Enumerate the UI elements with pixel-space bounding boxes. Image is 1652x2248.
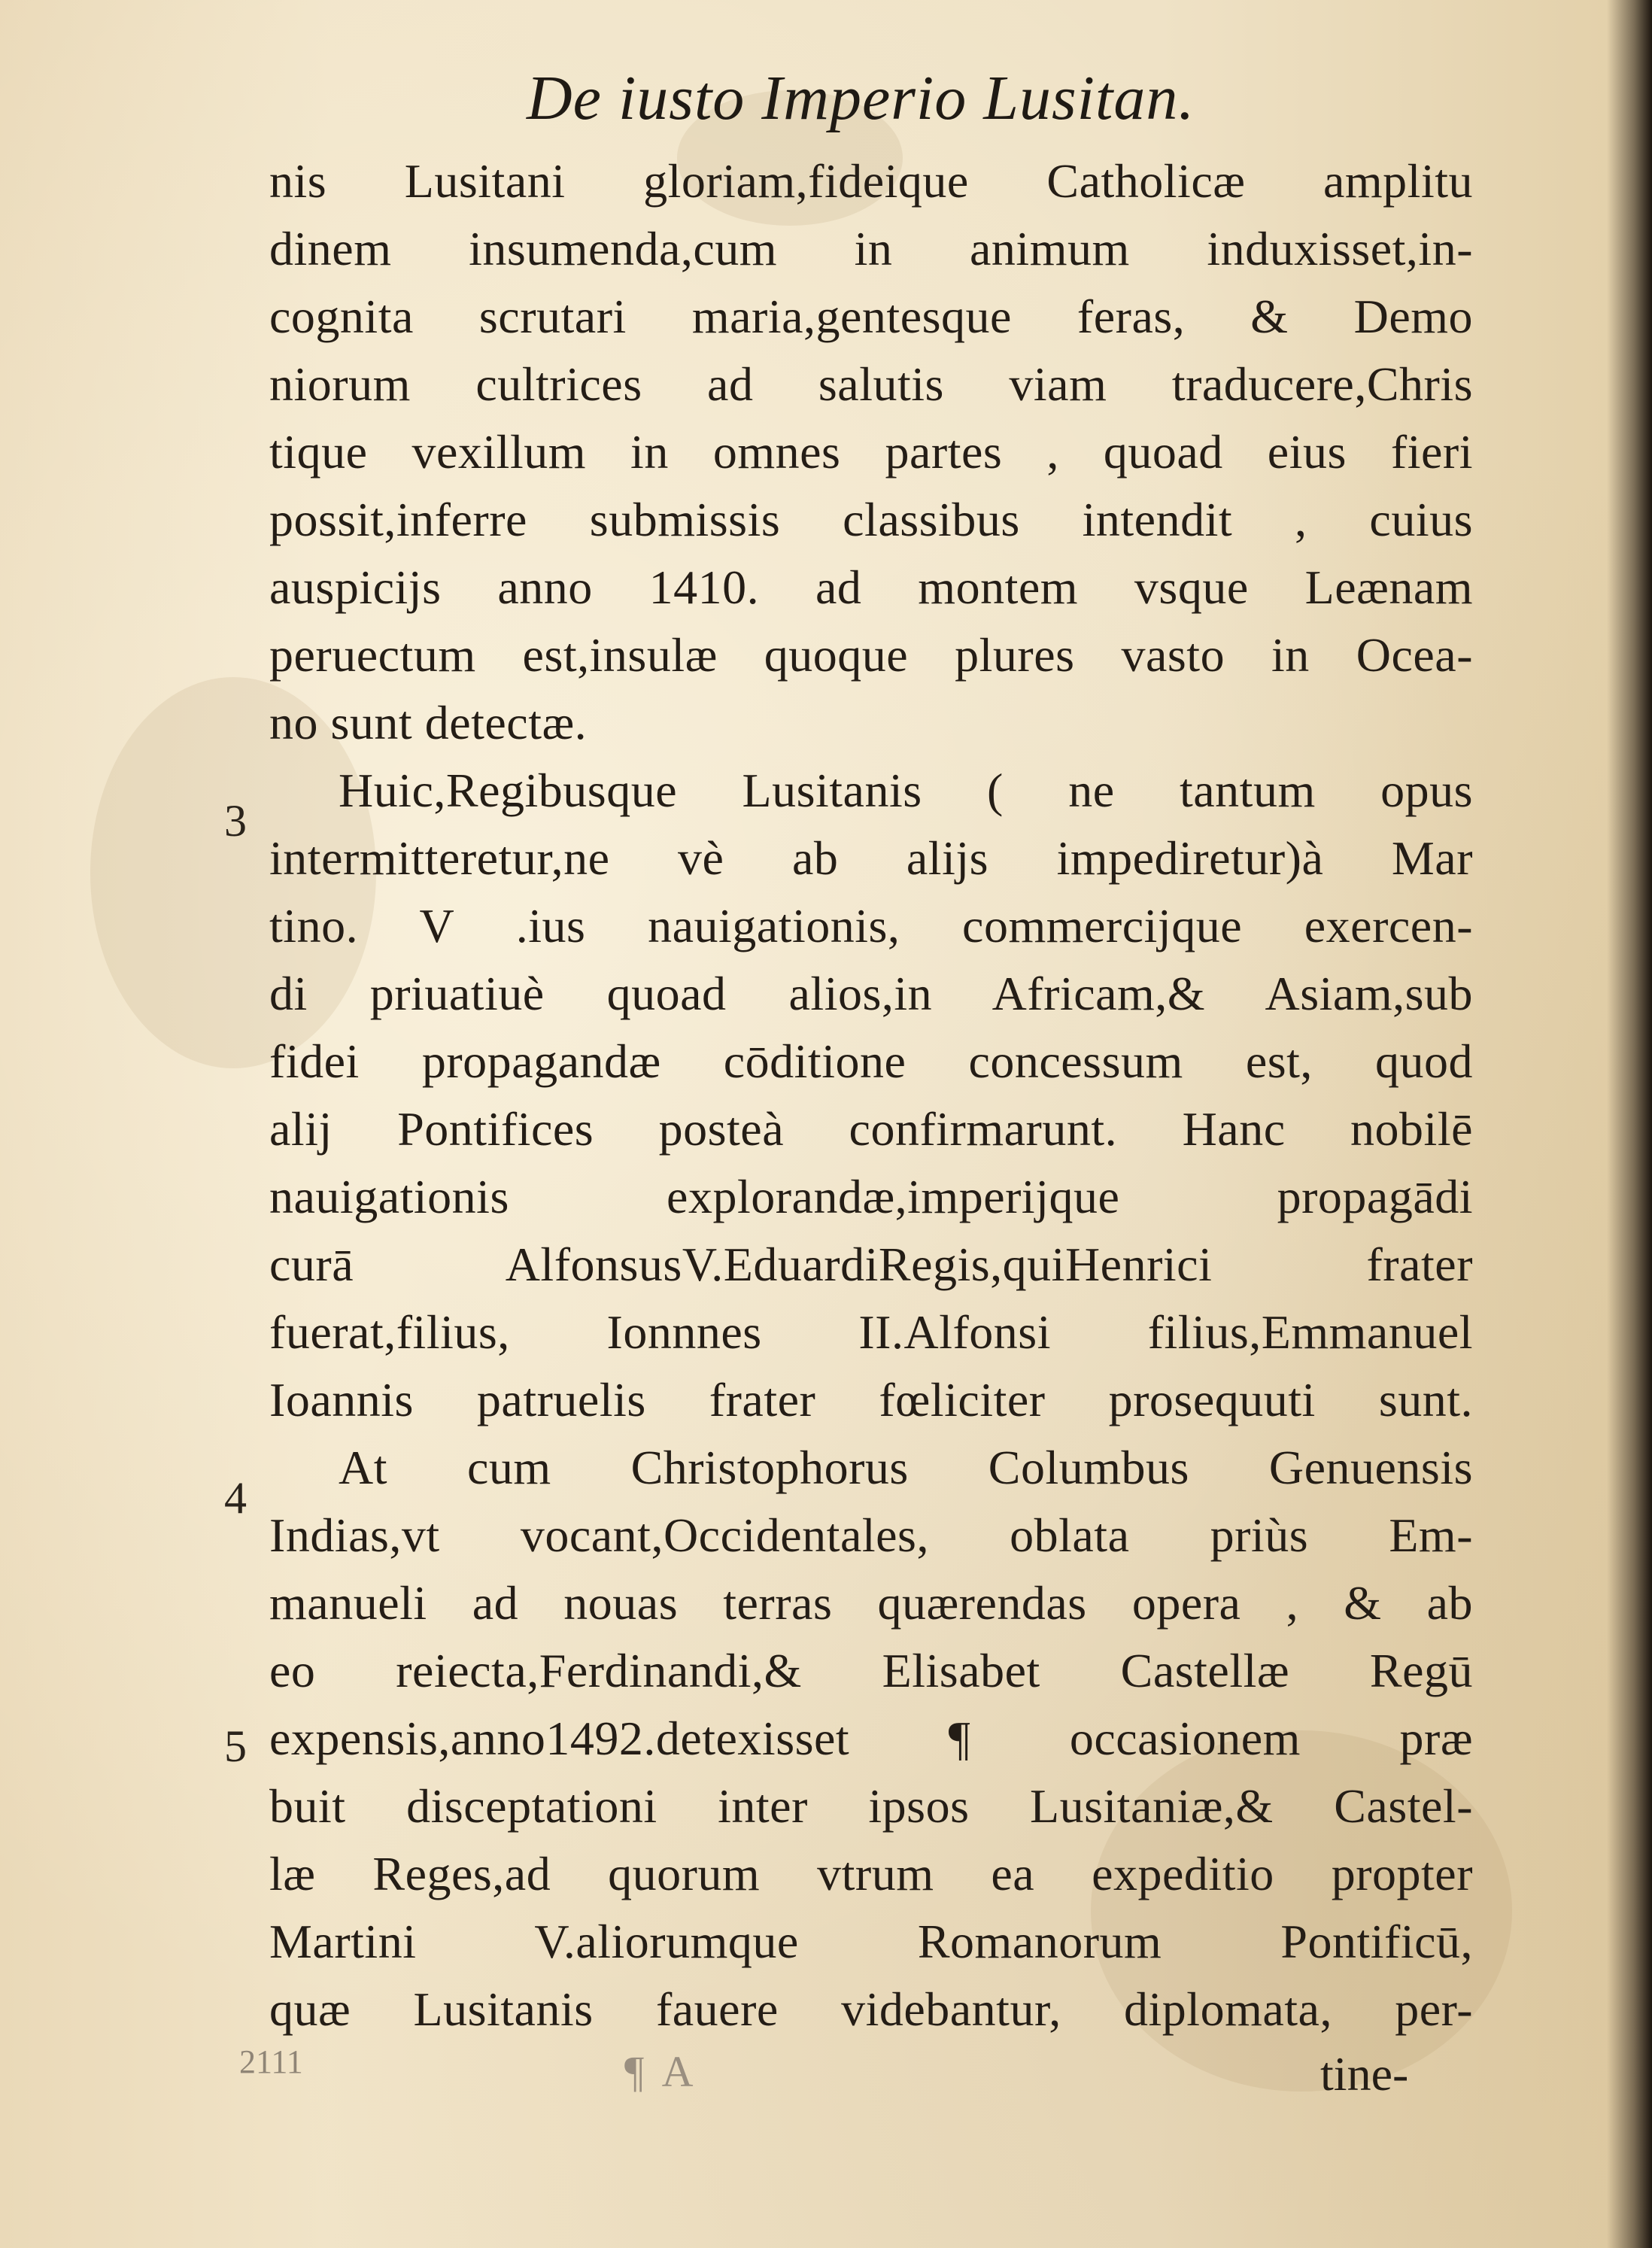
catchword: tine- <box>1320 2047 1409 2101</box>
text-line: nauigationis explorandæ,imperijque propagādi <box>269 1170 1473 1223</box>
text-line: Indias,vt vocant,Occidentales, oblata priùs Em- <box>269 1508 1473 1562</box>
text-line: possit,inferre submissis classibus intendit , cuius <box>269 493 1473 546</box>
text-line: no sunt detectæ. <box>269 696 588 749</box>
text-line: manueli ad nouas terras quærendas opera , & ab <box>269 1576 1473 1630</box>
text-line: fidei propagandæ cōditione concessum est, quod <box>269 1034 1473 1088</box>
text-line: dinem insumenda,cum in animum induxisset,in- <box>269 222 1473 275</box>
text-line: tique vexillum in omnes partes , quoad eius fieri <box>269 425 1473 478</box>
text-line: tino. V .ius nauigationis, commercijque exercen- <box>269 899 1473 952</box>
text-line: curā AlfonsusV.EduardiRegis,quiHenrici frater <box>269 1238 1473 1291</box>
text-line: cognita scrutari maria,gentesque feras, & Demo <box>269 290 1473 343</box>
text-line: expensis,anno1492.detexisset ¶ occasionem præ <box>269 1712 1473 1765</box>
text-line: quæ Lusitanis fauere videbantur, diplomata, per- <box>269 1982 1473 2036</box>
signature-mark: ¶ A <box>624 2047 698 2096</box>
text-line: di priuatiuè quoad alios,in Africam,& Asiam,sub <box>269 967 1473 1020</box>
margin-number-4: 4 <box>224 1473 247 1523</box>
page-edge-shadow <box>1607 0 1652 2248</box>
text-line: auspicijs anno 1410. ad montem vsque Leænam <box>269 560 1473 614</box>
body-text <box>269 147 1473 2043</box>
text-line: buit disceptationi inter ipsos Lusitaniæ,& Castel- <box>269 1779 1473 1833</box>
text-line: Martini V.aliorumque Romanorum Pontificū, <box>269 1915 1473 1968</box>
paragraph-start-line: Huic,Regibusque Lusitanis ( ne tantum opus <box>339 764 1473 817</box>
text-line: alij Pontifices posteà confirmarunt. Hanc nobilē <box>269 1102 1473 1156</box>
paragraph-start-line: At cum Christophorus Columbus Genuensis <box>339 1441 1473 1494</box>
text-line: fuerat,filius, Ionnnes II.Alfonsi filius,Emmanuel <box>269 1305 1473 1359</box>
footer-mark: 2111 <box>239 2043 303 2080</box>
text-line: eo reiecta,Ferdinandi,& Elisabet Castellæ Regū <box>269 1644 1473 1697</box>
text-line: læ Reges,ad quorum vtrum ea expeditio propter <box>269 1847 1473 1900</box>
running-head: De iusto Imperio Lusitan. <box>527 63 1195 133</box>
margin-number-3: 3 <box>224 796 247 846</box>
text-line: Ioannis patruelis frater fœliciter prosequuti sunt. <box>269 1373 1473 1426</box>
text-line: nis Lusitani gloriam,fideique Catholicæ amplitu <box>269 154 1473 208</box>
text-line: niorum cultrices ad salutis viam traducere,Chris <box>269 357 1473 411</box>
text-line: intermitteretur,ne vè ab alijs impediretur)à Mar <box>269 831 1473 885</box>
text-line: peruectum est,insulæ quoque plures vasto in Ocea- <box>269 628 1473 682</box>
margin-number-5: 5 <box>224 1721 247 1771</box>
